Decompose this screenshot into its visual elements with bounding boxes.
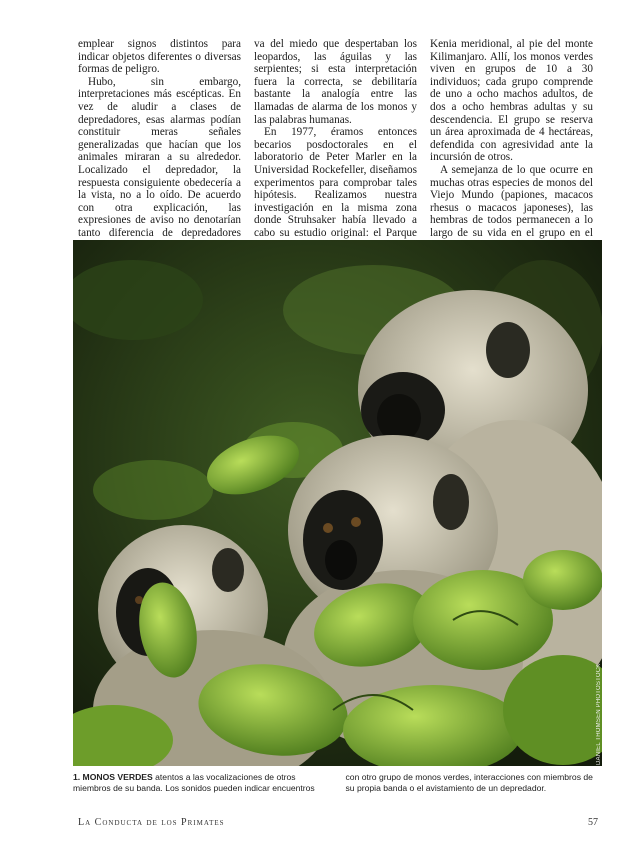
caption-label: 1. MONOS VERDES — [73, 772, 153, 782]
vervet-monkeys-photo — [73, 240, 602, 766]
text-column-2 — [254, 38, 417, 252]
caption-text: atentos a las vocalizaciones de otros miembros de su banda. Los sonidos pueden indicar encuentros con otro grupo de monos verdes, interacciones con miembros de su propia banda o el avistamiento de un depredador. — [73, 772, 593, 793]
paragraph: emplear signos distintos para indicar objetos diferentes o diversas formas de peligro. — [78, 38, 241, 76]
paragraph: va del miedo que despertaban los leopardos, las águilas y las serpientes; si esta interpretación fuera la correcta, se debilitaría bastante la analogía entre las llamadas de alarma de los monos y las palabras humanas. — [254, 38, 417, 126]
paragraph: A semejanza de lo que ocurre en muchas otras especies de monos del Viejo Mundo (papiones, macacos rhesus o macacos japoneses), las hembras de todos permanecen a lo largo de su vida en el grupo en el — [430, 163, 593, 239]
page-number: 57 — [588, 817, 598, 828]
figure-caption — [73, 772, 602, 794]
paragraph: Kenia meridional, al pie del monte Kilimanjaro. Allí, los monos verdes viven en grupos de 10 a 30 individuos; cada grupo comprende de uno a ocho machos adultos, de dos a ocho hembras adultas y su descendencia. El grupo se reserva un área aproximada de 4 hectáreas, defendida con agresividad ante la incursión de otros. — [430, 38, 593, 164]
running-head: La Conducta de los Primates — [78, 817, 225, 828]
page-footer — [78, 817, 598, 831]
paragraph: En 1977, éramos entonces becarios posdoctorales en el laboratorio de Peter Marler en la Universidad Rockefeller, diseñamos experimentos para comprobar tales hipótesis. Realizamos nuestra investigación en la misma zona donde Struhsaker había llevado a cabo su estudio original: el Parque — [254, 126, 417, 239]
paragraph: Hubo, sin embargo, interpretaciones más escépticas. En vez de aludir a clases de depredadores, esas alarmas podían constituir meras señales generalizadas que hacían que los animales miraran a su alrededor. Localizado el depredador, la respuesta consiguiente obedecería a la vista, no a lo oído. De acuerdo con otra explicación, las expresiones de aviso no denotarían tanto diferencia de depredadores — [78, 75, 241, 239]
text-column-1 — [78, 38, 241, 252]
photo-credit: DANIEL THOMSEN PHOTOSTOCK — [596, 663, 602, 765]
text-column-3 — [430, 38, 593, 252]
